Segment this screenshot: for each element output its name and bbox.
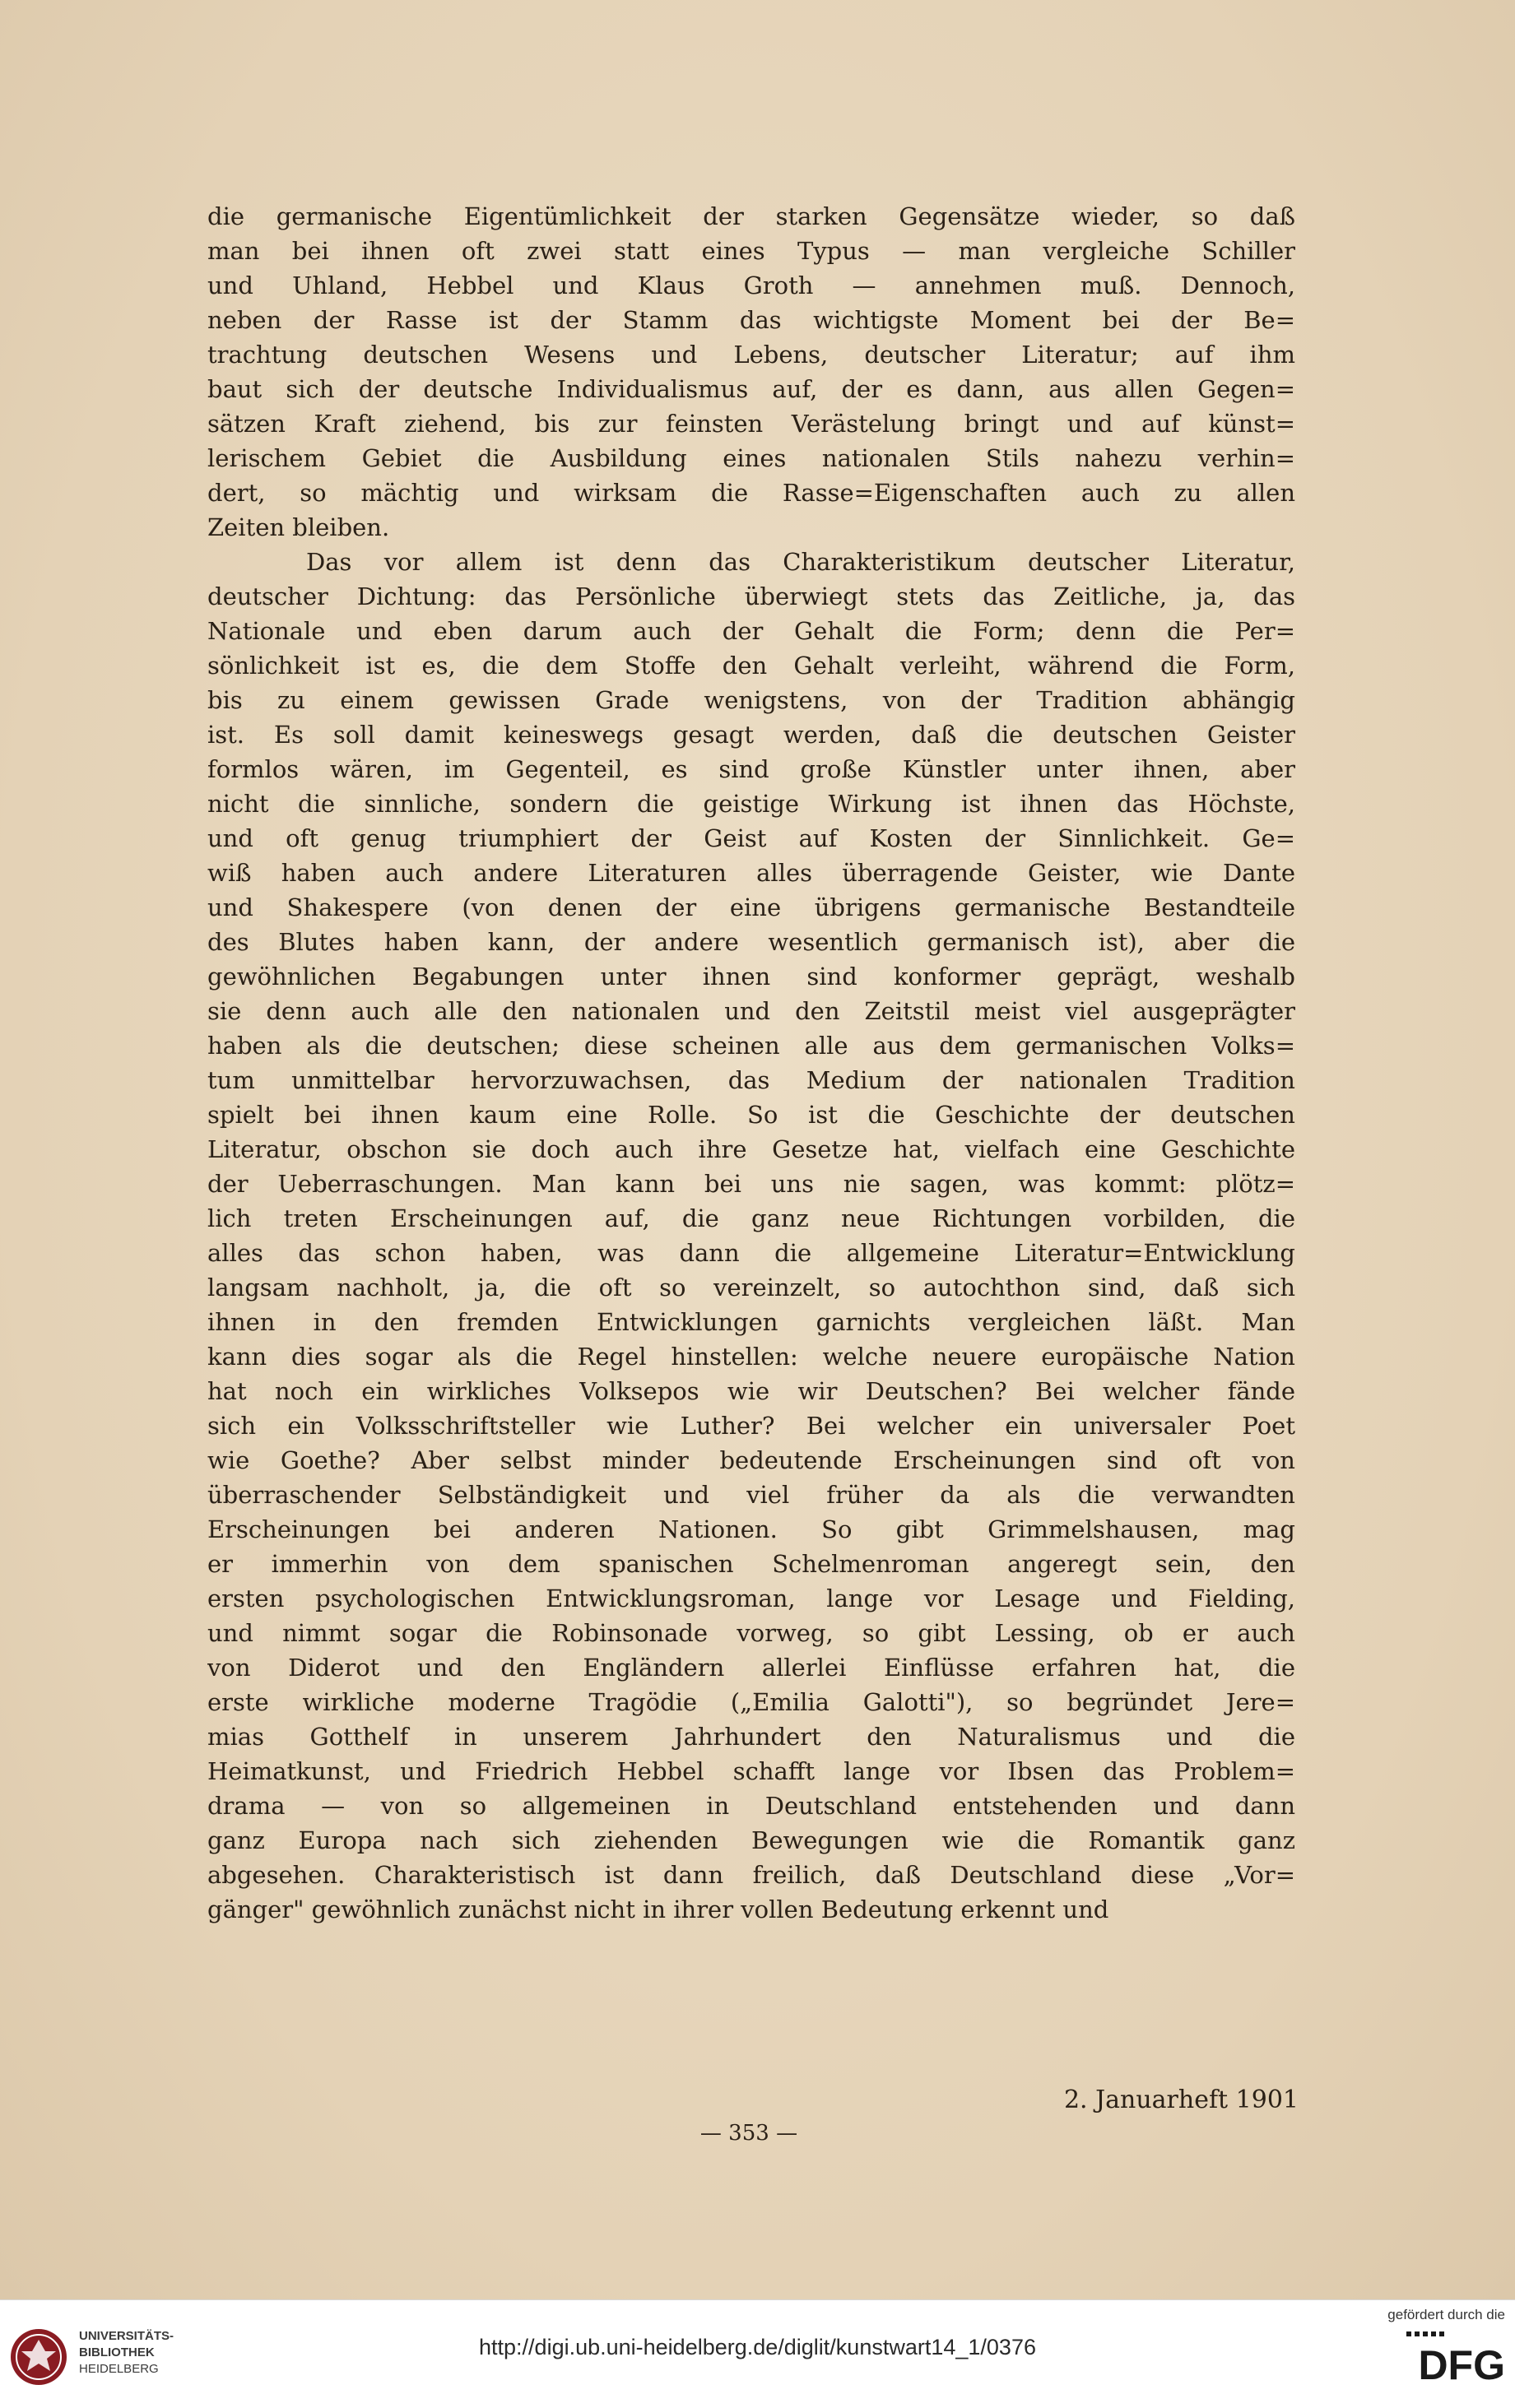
text-line: wie Goethe? Aber selbst minder bedeutende Erscheinungen sind oft von xyxy=(207,1446,1295,1474)
text-line: sie denn auch alle den nationalen und den Zeitstil meist viel ausgeprägter xyxy=(207,997,1295,1025)
text-line: abgesehen. Charakteristisch ist dann freilich, daß Deutschland diese „Vor= xyxy=(207,1861,1295,1889)
text-line: Zeiten bleiben. xyxy=(207,513,390,541)
text-line: tum unmittelbar hervorzuwachsen, das Medium der nationalen Tradition xyxy=(207,1066,1295,1094)
text-line: und Shakespere (von denen der eine übrigens germanische Bestandteile xyxy=(207,893,1295,921)
text-line: und Uhland, Hebbel und Klaus Groth — annehmen muß. Dennoch, xyxy=(207,271,1295,299)
text-line: sich ein Volksschriftsteller wie Luther? Bei welcher ein universaler Poet xyxy=(207,1412,1295,1440)
text-line: sätzen Kraft ziehend, bis zur feinsten Verästelung bringt und auf künst= xyxy=(207,410,1295,438)
text-line: wiß haben auch andere Literaturen alles überragende Geister, wie Dante xyxy=(207,859,1295,887)
text-line: überraschender Selbständigkeit und viel früher da als die verwandten xyxy=(207,1481,1295,1509)
text-line: kann dies sogar als die Regel hinstellen: welche neuere europäische Nation xyxy=(207,1343,1295,1371)
text-line: alles das schon haben, was dann die allgemeine Literatur=Entwicklung xyxy=(207,1239,1295,1267)
text-line: ihnen in den fremden Entwicklungen garnichts vergleichen läßt. Man xyxy=(207,1308,1295,1336)
text-line: baut sich der deutsche Individualismus auf, der es dann, aus allen Gegen= xyxy=(207,375,1295,403)
page-number: — 353 — xyxy=(699,2121,798,2146)
text-line: von Diderot und den Engländern allerlei Einflüsse erfahren hat, die xyxy=(207,1654,1295,1682)
text-line: neben der Rasse ist der Stamm das wichtigste Moment bei der Be= xyxy=(207,306,1295,334)
text-line: lich treten Erscheinungen auf, die ganz neue Richtungen vorbilden, die xyxy=(207,1204,1295,1232)
text-line: Literatur, obschon sie doch auch ihre Gesetze hat, vielfach eine Geschichte xyxy=(207,1135,1295,1163)
text-line: lerischem Gebiet die Ausbildung eines nationalen Stils nahezu verhin= xyxy=(207,444,1295,472)
text-line: die germanische Eigentümlichkeit der starken Gegensätze wieder, so daß xyxy=(207,202,1295,230)
text-line: ganz Europa nach sich ziehenden Bewegungen wie die Romantik ganz xyxy=(207,1826,1295,1854)
text-line: Heimatkunst, und Friedrich Hebbel schafft lange vor Ibsen das Problem= xyxy=(207,1757,1295,1785)
footer-bar xyxy=(0,2299,1515,2408)
text-line: man bei ihnen oft zwei statt eines Typus — man vergleiche Schiller xyxy=(207,237,1295,265)
university-name-line: HEIDELBERG xyxy=(79,2362,159,2376)
source-url-link[interactable]: http://digi.ub.uni-heidelberg.de/diglit/kunstwart14_1/0376 xyxy=(479,2335,1036,2359)
dfg-logo-text: DFG xyxy=(1418,2342,1505,2382)
text-line: Nationale und eben darum auch der Gehalt die Form; denn die Per= xyxy=(207,617,1295,645)
text-line: erste wirkliche moderne Tragödie („Emilia Galotti"), so begründet Jere= xyxy=(207,1688,1295,1716)
text-line: mias Gotthelf in unserem Jahrhundert den Naturalismus und die xyxy=(207,1723,1295,1751)
text-line: er immerhin von dem spanischen Schelmenroman angeregt sein, den xyxy=(207,1550,1295,1578)
text-line: hat noch ein wirkliches Volksepos wie wir Deutschen? Bei welcher fände xyxy=(207,1377,1295,1405)
text-line: sönlichkeit ist es, die dem Stoffe den Gehalt verleiht, während die Form, xyxy=(207,652,1295,680)
text-line: Das vor allem ist denn das Charakteristikum deutscher Literatur, xyxy=(306,548,1295,576)
text-line: deutscher Dichtung: das Persönliche überwiegt stets das Zeitliche, ja, das xyxy=(207,582,1295,610)
university-name-line: UNIVERSITÄTS- xyxy=(79,2329,174,2343)
funding-caption: gefördert durch die xyxy=(1387,2307,1505,2322)
dfg-logo xyxy=(1349,2331,1505,2382)
university-name-line: BIBLIOTHEK xyxy=(79,2345,155,2359)
text-line: und nimmt sogar die Robinsonade vorweg, so gibt Lessing, ob er auch xyxy=(207,1619,1295,1647)
text-line: dert, so mächtig und wirksam die Rasse=Eigenschaften auch zu allen xyxy=(207,479,1295,507)
body-text xyxy=(207,199,1295,1927)
text-line: haben als die deutschen; diese scheinen alle aus dem germanischen Volks= xyxy=(207,1032,1295,1060)
text-line: langsam nachholt, ja, die oft so vereinzelt, so autochthon sind, daß sich xyxy=(207,1274,1295,1301)
text-line: ist. Es soll damit keineswegs gesagt werden, daß die deutschen Geister xyxy=(207,721,1295,749)
text-line: gänger" gewöhnlich zunächst nicht in ihrer vollen Bedeutung erkennt und xyxy=(207,1895,1109,1923)
text-line: drama — von so allgemeinen in Deutschland entstehenden und dann xyxy=(207,1792,1295,1820)
text-line: nicht die sinnliche, sondern die geistige Wirkung ist ihnen das Höchste, xyxy=(207,790,1295,818)
text-line: spielt bei ihnen kaum eine Rolle. So ist die Geschichte der deutschen xyxy=(207,1101,1295,1129)
text-line: bis zu einem gewissen Grade wenigstens, von der Tradition abhängig xyxy=(207,686,1295,714)
text-line: trachtung deutschen Wesens und Lebens, deutscher Literatur; auf ihm xyxy=(207,341,1295,369)
text-line: des Blutes haben kann, der andere wesentlich germanisch ist), aber die xyxy=(207,928,1295,956)
text-line: ersten psychologischen Entwicklungsroman, lange vor Lesage und Fielding, xyxy=(207,1584,1295,1612)
issue-label: 2. Januarheft 1901 xyxy=(1063,2086,1299,2114)
text-line: der Ueberraschungen. Man kann bei uns nie sagen, was kommt: plötz= xyxy=(207,1170,1295,1198)
text-line: und oft genug triumphiert der Geist auf Kosten der Sinnlichkeit. Ge= xyxy=(207,824,1295,852)
text-line: Erscheinungen bei anderen Nationen. So gibt Grimmelshausen, mag xyxy=(207,1515,1295,1543)
funder-block xyxy=(1349,2307,1505,2386)
text-line: formlos wären, im Gegenteil, es sind große Künstler unter ihnen, aber xyxy=(207,755,1295,783)
text-line: gewöhnlichen Begabungen unter ihnen sind konformer geprägt, weshalb xyxy=(207,963,1295,991)
